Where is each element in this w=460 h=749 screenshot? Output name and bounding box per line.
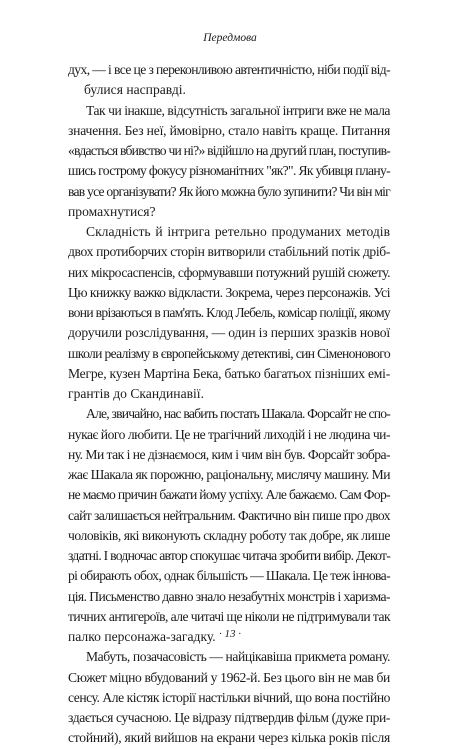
text-line: значення. Без неї, ймовірно, стало навіть краще. Питання [68, 122, 391, 138]
text-line: ну. Ми так і не дізнаємося, ким і чим він був. Форсайт зобра- [68, 446, 390, 462]
text-line: палко персонажа-загадку. [68, 629, 216, 644]
text-line: Так чи інакше, відсутність загальної інтриги вже не мала [86, 102, 390, 118]
page-number: · 13 · [219, 628, 241, 640]
text-line: Мегре, кузен Мартіна Бека, батько багатьох пізніших емі- [68, 365, 390, 381]
text-line: сенсу. Але кістяк історії настільки вічний, що вона постійно [68, 689, 390, 705]
text-line: Складність й інтрига ретельно продуманих методів [86, 224, 390, 239]
text-line: них мікросаспенсів, сформувавши потужний рушій сюжету. [68, 264, 390, 280]
text-line: ція. Письменство давно знало незабутніх монстрів і харизма- [68, 588, 390, 604]
text-line: тичних антигероїв, але читачі ще ніколи не підтримували так [68, 608, 390, 624]
text-line: жає Шакала як порожню, раціональну, мислячу машину. Ми [68, 467, 390, 482]
text-line: промахнутися? [68, 203, 156, 219]
text-line: доручили розслідування, — один із перших зразків нової [68, 325, 390, 341]
text-line: вони врізаються в пам'ять. Клод Лебель, комісар поліції, якому [68, 305, 390, 320]
body-text [68, 60, 390, 749]
text-line: стойний), який вийшов на екрани через кілька років після [68, 730, 390, 746]
text-line: Сюжет міцно вбудований у 1962-й. Без цього він не мав би [68, 669, 390, 685]
text-line: чоловіків, які виконують складну роботу так добре, як лише [68, 527, 390, 543]
text-line: шись гострому фокусу різноманітних "як?". Як убивця плану- [68, 163, 390, 179]
text-line: здатні. І водночас автор спокушає читача зробити вибір. Декот- [68, 548, 390, 563]
text-line: рі обирають обох, однак більшість — Шакала. Це теж іннова- [68, 568, 390, 584]
text-line: сайт залишається нейтральним. Фактично він пише про двох [68, 507, 390, 523]
text-line: «вдасться вбивство чи ні?» відійшло на другий план, поступив- [68, 143, 390, 158]
text-line: вав усе організувати? Як його можна було зупинити? Чи він міг [68, 183, 390, 199]
text-line: Мабуть, позачасовість — найцікавіша прикмета роману. [86, 649, 390, 665]
text-line: двох протиборчих сторін витворили стабільний потік дріб- [68, 244, 390, 260]
text-line: здається сучасною. Це відразу підтвердив фільм (дуже при- [68, 710, 390, 725]
text-line: дух, — і все це з переконливою автентичністю, ніби події від- [68, 62, 390, 77]
text-line: Цю книжку важко відкласти. Зокрема, через персонажів. Усі [68, 284, 390, 300]
text-line: нукає його любити. Це не трагічний лиходій і не людина чи- [68, 426, 390, 442]
text-line: Але, звичайно, нас вабить постать Шакала. Форсайт не спо- [86, 406, 390, 422]
text-line: школи реалізму в європейському детективі, син Сіменонового [68, 345, 390, 361]
text-line: булися насправді. [84, 82, 186, 98]
running-header: Передмова [203, 32, 257, 44]
text-line: грантів до Скандинавії. [68, 386, 204, 401]
text-line: не маємо причин бажати йому успіху. Але бажаємо. Сам Фор- [68, 487, 390, 503]
